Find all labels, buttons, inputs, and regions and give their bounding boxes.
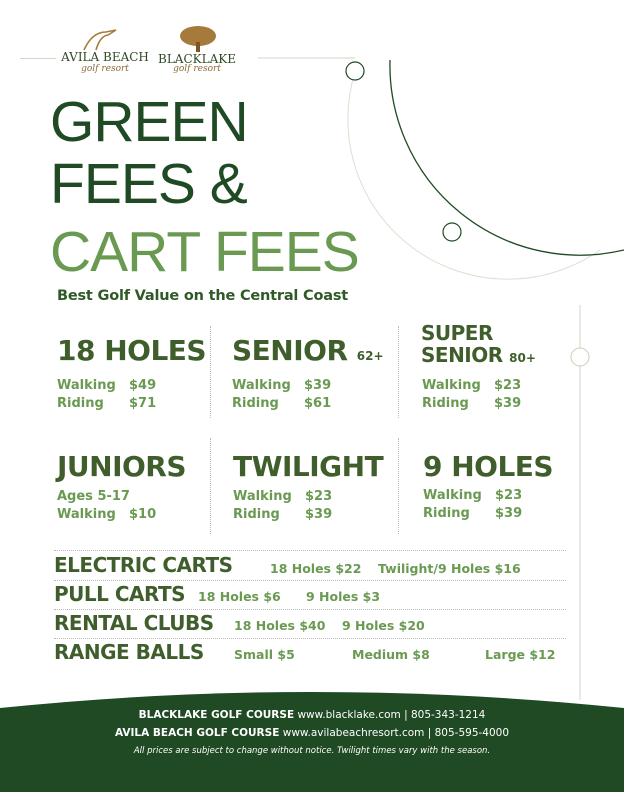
fee-title-super-senior-line1: SUPER <box>421 321 493 345</box>
fee-label: Riding <box>233 507 280 522</box>
footer-blacklake-contact[interactable]: www.blacklake.com | 805-343-1214 <box>297 709 486 721</box>
blacklake-logo-sub: golf resort <box>173 64 221 74</box>
divider-vertical <box>210 438 211 534</box>
footer-blacklake-name: BLACKLAKE GOLF COURSE <box>138 709 295 721</box>
headline-line-3: CART FEES <box>50 220 359 284</box>
fee-price: $39 <box>494 396 522 411</box>
divider-horizontal <box>54 580 566 581</box>
fee-label: Walking <box>57 507 116 522</box>
fee-price: $10 <box>129 507 157 522</box>
fee-title-senior <box>232 334 384 367</box>
headline-line-2: FEES & <box>50 152 247 216</box>
footer-background <box>0 690 624 792</box>
extra-title-range-balls: RANGE BALLS <box>54 640 204 664</box>
fee-price: $39 <box>305 507 333 522</box>
fee-label: Walking <box>423 488 482 503</box>
extra-item: Twilight/9 Holes $16 <box>378 561 521 576</box>
fee-label: Ages 5-17 <box>57 489 130 504</box>
fee-title-18-holes: 18 HOLES <box>57 334 207 367</box>
logo-divider-left <box>20 58 56 59</box>
divider-horizontal <box>54 609 566 610</box>
divider-horizontal <box>54 550 566 551</box>
extra-title-electric-carts: ELECTRIC CARTS <box>54 553 233 577</box>
divider-horizontal <box>54 638 566 639</box>
extra-item: Small $5 <box>234 647 295 662</box>
fee-price: $39 <box>495 506 523 521</box>
headline-line-1: GREEN <box>50 90 248 154</box>
fee-label: Walking <box>233 489 292 504</box>
footer-avila-name: AVILA BEACH GOLF COURSE <box>114 727 280 739</box>
extra-item: Large $12 <box>485 647 556 662</box>
fee-label: Walking <box>232 378 291 393</box>
fee-title-senior-age: 62+ <box>356 349 384 363</box>
fee-price: $71 <box>129 396 157 411</box>
fee-price: $61 <box>304 396 332 411</box>
footer <box>0 690 624 792</box>
extra-title-pull-carts: PULL CARTS <box>54 582 186 606</box>
avila-logo-sub: golf resort <box>81 64 129 74</box>
extra-item: 9 Holes $20 <box>342 618 425 633</box>
divider-vertical <box>398 326 399 418</box>
fee-price: $23 <box>495 488 523 503</box>
fee-price: $23 <box>305 489 333 504</box>
extra-item: Medium $8 <box>352 647 430 662</box>
footer-blacklake <box>0 709 624 721</box>
divider-vertical <box>398 438 399 534</box>
fee-price: $49 <box>129 378 157 393</box>
fee-title-9-holes: 9 HOLES <box>423 450 554 483</box>
fee-title-super-senior-age: 80+ <box>509 351 536 365</box>
oak-tree-icon <box>178 24 218 54</box>
fee-title-twilight: TWILIGHT <box>233 450 384 483</box>
fee-title-senior-text: SENIOR <box>232 334 348 367</box>
fee-label: Riding <box>423 506 470 521</box>
fee-label: Riding <box>232 396 279 411</box>
divider-vertical <box>210 326 211 418</box>
footer-disclaimer: All prices are subject to change without notice. Twilight times vary with the season. <box>133 746 491 756</box>
fee-label: Walking <box>422 378 481 393</box>
extra-item: 18 Holes $22 <box>270 561 362 576</box>
heron-icon <box>78 26 118 52</box>
extra-title-rental-clubs: RENTAL CLUBS <box>54 611 214 635</box>
fee-label: Riding <box>422 396 469 411</box>
extra-item: 18 Holes $40 <box>234 618 326 633</box>
fee-label: Riding <box>57 396 104 411</box>
footer-avila-contact[interactable]: www.avilabeachresort.com | 805-595-4000 <box>282 727 510 739</box>
fee-title-super-senior-line2: SENIOR <box>421 343 503 367</box>
fee-title-super-senior <box>421 322 536 369</box>
tagline: Best Golf Value on the Central Coast <box>57 288 348 304</box>
fee-price: $23 <box>494 378 522 393</box>
avila-logo-name: AVILA BEACH <box>61 50 149 64</box>
fee-title-super-senior-line2-wrap <box>421 344 536 369</box>
footer-avila <box>0 727 624 739</box>
fee-label: Walking <box>57 378 116 393</box>
extra-item: 18 Holes $6 <box>198 589 281 604</box>
fee-price: $39 <box>304 378 332 393</box>
fee-title-juniors: JUNIORS <box>57 450 187 483</box>
blacklake-logo-name: BLACKLAKE <box>158 52 236 66</box>
extra-item: 9 Holes $3 <box>306 589 381 604</box>
